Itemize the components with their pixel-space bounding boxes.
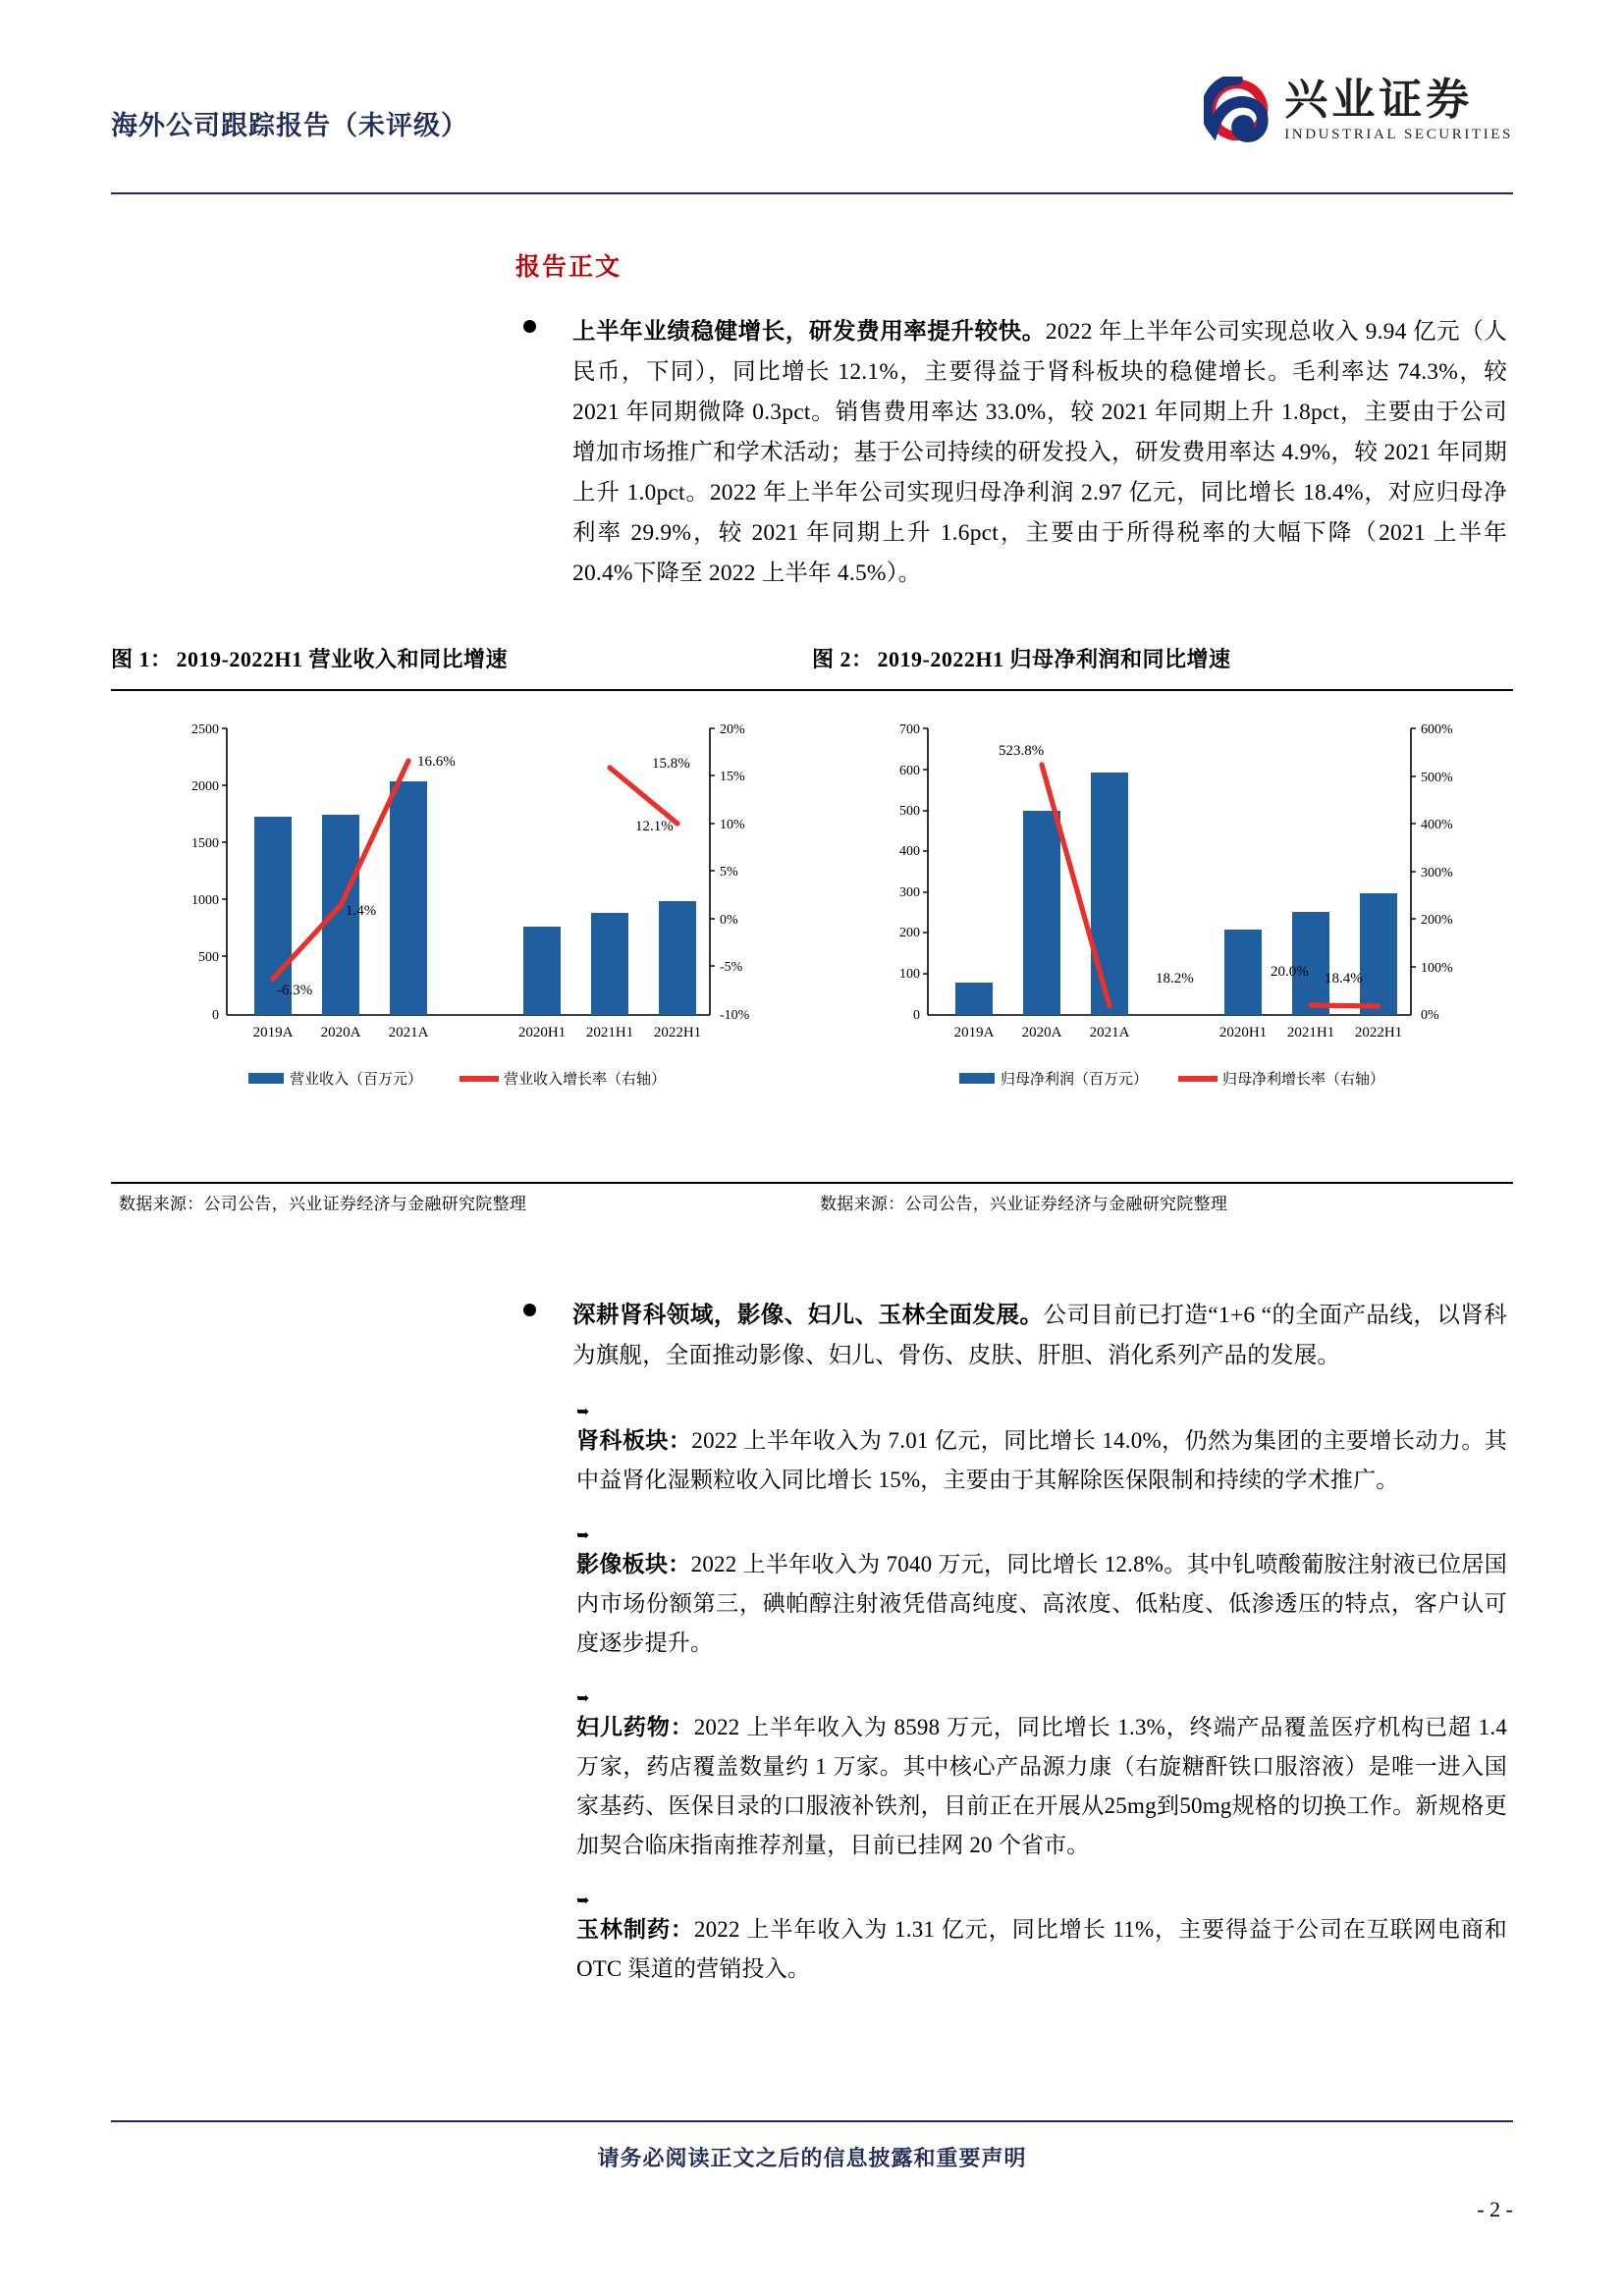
y-right-tick-300: 300% [1421,866,1453,881]
figure-1-source: 数据来源：公司公告，兴业证券经济与金融研究院整理 [119,1195,527,1213]
y-left-tick-1000: 1000 [191,893,219,908]
brand-name-en: INDUSTRIAL SECURITIES [1284,126,1513,142]
legend-label-line: 营业收入增长率（右轴） [504,1072,667,1088]
sub-paragraph-3-lead: 妇儿药物： [576,1715,694,1739]
sub-paragraph-2-lead: 影像板块： [576,1552,691,1576]
sub-paragraph-3 [576,1708,1507,1865]
y-right-tick-0: 0% [1421,1008,1439,1023]
arrow-bullet-icon: ➥ [576,1404,590,1420]
x-label-2019A: 2019A [953,1025,995,1041]
revenue-legend [248,1070,666,1088]
figure-1-title [111,643,812,673]
label-166: 16.6% [417,754,456,770]
footer-disclaimer: 请务必阅读正文之后的信息披露和重要声明 [597,2146,1027,2170]
x-label-2020A: 2020A [1021,1025,1062,1041]
arrow-bullet-icon: ➥ [576,1690,590,1707]
chart-revenue-svg [111,691,812,1182]
revenue-growth-line-h1 [610,768,677,824]
figure-2-caption: 2019-2022H1 归母净利润和同比增速 [877,647,1231,671]
bullet-paragraph-2 [515,1296,1507,1376]
figure-2-source: 数据来源：公司公告，兴业证券经济与金融研究院整理 [820,1195,1228,1213]
charts-row [111,689,1513,1182]
paragraph-1-body: 2022 年上半年公司实现总收入 9.94 亿元（人民币，下同），同比增长 12.1%，主要得益于肾科板块的稳健增长。毛利率达 74.3%，较 2021 年同期微降 0.3pct。销售费用率达 33.0%，较 2021 年同期上升 1.8pct，主要由于公司增加市场推广和学术活动；基于公司持续的研发投入，研发费用率达 4.9%，较 2021 年同期上升 1.0pct。2022 年上半年公司实现归母净利润 2.97 亿元，同比增长 18.4%，对应归母净利率 29.9%，较 2021 年同期上升 1.6pct，主要由于所得税率的大幅下降（2021 上半年 20.4%下降至 2022 上半年 4.5%）。 [572,319,1508,586]
y-left-tick-500: 500 [899,804,920,819]
footer-divider [111,2120,1513,2122]
y-right-tick-10: 10% [720,818,745,832]
sub-paragraph-1-body: 2022 上半年收入为 7.01 亿元，同比增长 14.0%，仍然为集团的主要增长动力。其中益肾化湿颗粒收入同比增长 15%，主要由于其解除医保限制和持续的学术推广。 [576,1428,1507,1492]
legend-label-bar: 营业收入（百万元） [290,1072,423,1088]
sub-paragraph-4 [576,1910,1507,1989]
label-m63: -6.3% [277,983,313,998]
x-label-2021H1: 2021H1 [585,1025,634,1041]
y-left-tick-400: 400 [899,844,920,859]
arrow-bullet-icon: ➥ [576,1893,590,1909]
industrial-securities-logo-icon [1204,77,1271,143]
y-right-tick-100: 100% [1421,961,1453,976]
bar-2021A [390,781,427,1015]
arrow-bullet-icon: ➥ [576,1527,590,1544]
x-label-2022H1: 2022H1 [1354,1025,1403,1041]
brand-name-cn: 兴业证券 [1284,75,1474,124]
page-number: - 2 - [1477,2197,1513,2221]
y-left-tick-100: 100 [899,967,920,982]
y-right-tick-20: 20% [720,722,745,737]
figure-2-number: 图 2： [812,647,874,671]
content-top [515,312,1507,594]
page-header [111,77,1513,165]
y-right-tick-m10: -10% [720,1008,750,1023]
header-divider [111,192,1513,194]
bar-2020H1 [1224,930,1262,1015]
header-title: 海外公司跟踪报告（未评级） [111,111,468,140]
brand-lockup [1204,77,1513,143]
sub-bullet-yulin [515,1891,1507,1989]
sub-paragraph-4-body: 2022 上半年收入为 1.31 亿元，同比增长 11%，主要得益于公司在互联网电商和 OTC 渠道的营销投入。 [576,1917,1508,1981]
x-label-2020H1: 2020H1 [1218,1025,1268,1041]
x-label-2019A: 2019A [252,1025,294,1041]
x-label-2022H1: 2022H1 [653,1025,702,1041]
net-profit-growth-line-h1 [1311,1005,1379,1006]
bullet-dot-icon [523,320,536,333]
paragraph-2 [572,1296,1507,1376]
figure-2-title [812,643,1513,673]
bullet-dot-icon [523,1304,536,1316]
net-profit-legend [959,1071,1384,1088]
bar-2021A [1091,773,1128,1015]
section-label-report-body: 报告正文 [515,254,623,281]
y-left-tick-0: 0 [913,1008,920,1023]
bar-2020H1 [523,927,561,1015]
figures-section [111,643,1513,1214]
y-left-tick-700: 700 [899,722,920,737]
sub-bullet-kidney [515,1402,1507,1500]
chart-net-profit [812,691,1513,1182]
bullet-paragraph-1 [515,312,1507,594]
y-left-tick-300: 300 [899,885,920,900]
bar-2022H1 [659,901,696,1015]
y-right-tick-15: 15% [720,770,745,784]
paragraph-2-body: 公司目前已打造“1+6 “的全面产品线，以肾科为旗舰，全面推动影像、妇儿、骨伤、皮肤、肝胆、消化系列产品的发展。 [572,1303,1508,1368]
y-right-tick-200: 200% [1421,913,1453,928]
label-14: 1.4% [346,903,377,919]
sub-paragraph-1 [576,1421,1507,1500]
label-200: 20.0% [1271,964,1309,980]
bar-2022H1 [1360,893,1397,1015]
y-left-tick-200: 200 [899,926,920,940]
legend-swatch-line [1178,1076,1218,1082]
sub-paragraph-4-lead: 玉林制药： [576,1917,694,1942]
revenue-bars [254,781,696,1015]
y-right-tick-0: 0% [720,913,738,928]
sub-paragraph-1-lead: 肾科板块： [576,1428,692,1453]
bar-2020A [1023,811,1060,1015]
sub-paragraph-2 [576,1545,1507,1663]
paragraph-1-lead: 上半年业绩稳健增长，研发费用率提升较快。 [572,319,1046,345]
y-left-tick-600: 600 [899,764,920,778]
legend-swatch-bar [959,1073,995,1084]
legend-label-bar: 归母净利润（百万元） [1001,1072,1149,1088]
sub-bullet-women-children [515,1688,1507,1865]
y-left-tick-500: 500 [198,950,219,965]
x-label-2021A: 2021A [388,1025,429,1041]
label-184: 18.4% [1325,971,1363,987]
y-right-tick-600: 600% [1421,722,1453,737]
y-right-tick-500: 500% [1421,771,1453,785]
legend-label-line: 归母净利增长率（右轴） [1222,1072,1385,1088]
y-left-tick-2000: 2000 [191,779,219,794]
label-5238: 523.8% [999,743,1045,759]
y-left-tick-2500: 2500 [191,722,219,737]
paragraph-1 [572,312,1507,594]
x-label-2020H1: 2020H1 [517,1025,567,1041]
figure-1-caption: 2019-2022H1 营业收入和同比增速 [176,647,508,671]
x-label-2020A: 2020A [320,1025,361,1041]
figure-1-number: 图 1： [111,647,173,671]
bar-2021H1 [591,913,628,1015]
figure-sources-row [111,1182,1513,1214]
y-right-tick-400: 400% [1421,818,1453,832]
chart-revenue [111,691,812,1182]
chart-net-profit-svg [812,691,1513,1182]
y-left-tick-1500: 1500 [191,836,219,851]
sub-paragraph-3-body: 2022 上半年收入为 8598 万元，同比增长 1.3%，终端产品覆盖医疗机构已超 1.4 万家，药店覆盖数量约 1 万家。其中核心产品源力康（右旋糖酐铁口服溶液）是唯一进入国家基药、医保目录的口服液补铁剂，目前正在开展从25mg到50mg规格的切换工作。新规格更加契合临床指南推荐剂量，目前已挂网 20 个省市。 [576,1715,1508,1857]
sub-bullet-imaging [515,1525,1507,1663]
label-121: 12.1% [635,819,674,834]
legend-swatch-bar [248,1073,284,1084]
paragraph-2-lead: 深耕肾科领域，影像、妇儿、玉林全面发展。 [572,1303,1044,1328]
label-158: 15.8% [652,756,690,772]
sub-paragraph-2-body: 2022 上半年收入为 7040 万元，同比增长 12.8%。其中钆喷酸葡胺注射液已位居国内市场份额第三，碘帕醇注射液凭借高纯度、高浓度、低粘度、低渗透压的特点，客户认可度逐步提升。 [576,1552,1507,1655]
x-label-2021A: 2021A [1089,1025,1130,1041]
figure-titles-row [111,643,1513,673]
bar-2019A [955,983,993,1015]
legend-swatch-line [460,1076,499,1082]
y-right-tick-m5: -5% [720,960,743,975]
label-182: 18.2% [1156,971,1194,987]
y-right-tick-5: 5% [720,865,738,880]
content-bottom [515,1296,1507,1989]
y-left-tick-0: 0 [212,1008,219,1023]
x-label-2021H1: 2021H1 [1286,1025,1335,1041]
